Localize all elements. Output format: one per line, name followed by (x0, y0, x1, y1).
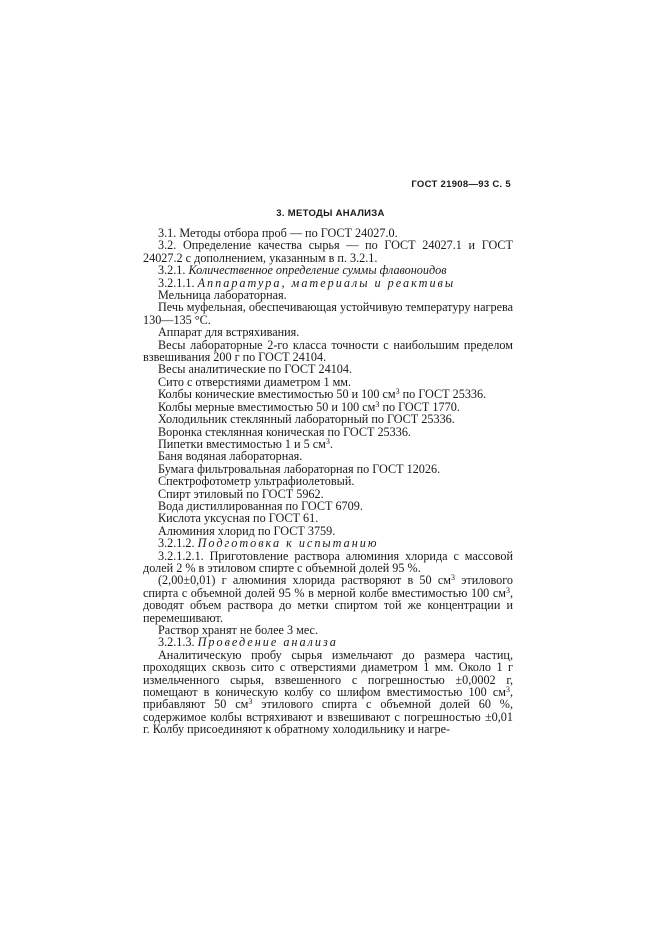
text-run: Колбы конические вместимостью 50 и 100 см (158, 387, 396, 402)
superscript: 3 (375, 399, 380, 409)
clause-title: Подготовка к испытанию (197, 536, 379, 551)
list-item: Спектрофотометр ультрафиолетовый. (158, 474, 355, 489)
list-item: Воронка стеклянная коническая по ГОСТ 25336. (158, 424, 411, 439)
paragraph-3-2-1-2-1: 3.2.1.2.1. Приготовление раствора алюминия хлорида с массовой долей 2 % в этиловом спирте с объемной долей 95 %. (143, 548, 513, 575)
text-run: Пипетки вместимостью 1 и 5 см (158, 436, 326, 451)
paragraph (143, 649, 513, 736)
list-item: Алюминия хлорид по ГОСТ 3759. (158, 523, 336, 538)
list-item: Кислота уксусная по ГОСТ 61. (158, 511, 319, 526)
clause-number: 3.2.1. (158, 263, 186, 278)
text-run: (2,00±0,01) г алюминия хлорида растворяют в 50 см (158, 573, 451, 588)
text-run: этилового спирта с объемной долей 95 % в мерной колбе вместимостью 100 см (143, 573, 513, 600)
list-item: Бумага фильтровальная лабораторная по ГОСТ 12026. (158, 461, 441, 476)
text-run: по ГОСТ 1770. (379, 399, 460, 414)
list-item: Мельница лабораторная. (158, 288, 287, 303)
list-item: Вода дистиллированная по ГОСТ 6709. (158, 498, 363, 513)
list-item: Весы лабораторные 2-го класса точности с наибольшим пределом взвешивания 200 г по ГОСТ 24104. (143, 337, 513, 365)
section-title: 3. МЕТОДЫ АНАЛИЗА (276, 208, 385, 219)
list-item: Спирт этиловый по ГОСТ 5962. (158, 486, 324, 501)
clause-number: 3.2.1.2. (158, 536, 195, 551)
list-item: Баня водяная лабораторная. (158, 449, 303, 464)
body-text (143, 227, 513, 736)
text-run: этилового спирта с объемной долей 60 %, содержимое колбы встряхивают и взвешивают с погрешностью ±0,01 г. Колбу присоединяют к обратному холодильнику и нагре- (143, 697, 514, 737)
superscript: 3 (450, 573, 455, 583)
text-run: , доводят объем раствора до метки спиртом той же концентрации и перемешивают. (143, 585, 513, 625)
superscript: 3 (248, 697, 253, 707)
clause-title: Аппаратура, материалы и реактивы (197, 275, 456, 290)
superscript: 3 (505, 585, 510, 595)
list-item: Сито с отверстиями диаметром 1 мм. (158, 374, 352, 389)
clause-title: Количественное определение суммы флавоноидов (188, 263, 447, 278)
text-run: по ГОСТ 25336. (399, 387, 487, 402)
superscript: 3 (325, 436, 330, 446)
clause-title: Проведение анализа (197, 635, 338, 650)
list-item: Холодильник стеклянный лабораторный по ГОСТ 25336. (158, 412, 455, 427)
text-run: , прибавляют 50 см (143, 685, 513, 712)
heading-3-2-1-2 (143, 537, 513, 549)
paragraph (143, 574, 513, 624)
text-run: Аналитическую пробу сырья измельчают до размера частиц, проходящих сквозь сито с отверстиями диаметром 1 мм. Около 1 г измельченного сырья, взвешенного с погрешностью ±0,0002 г, помещают в коническую колбу со шлифом вместимостью 100 см (143, 647, 513, 700)
text-run: . (329, 436, 333, 451)
text-run: Колбы мерные вместимостью 50 и 100 см (158, 399, 376, 414)
clause-number: 3.2.1.3. (158, 635, 195, 650)
superscript: 3 (395, 387, 400, 397)
clause-number: 3.2.1.1. (158, 275, 195, 290)
superscript: 3 (505, 685, 510, 695)
list-item: Аппарат для встряхивания. (158, 325, 300, 340)
list-item: Весы аналитические по ГОСТ 24104. (158, 362, 353, 377)
list-item: Печь муфельная, обеспечивающая устойчивую температуру нагрева 130—135 °С. (143, 300, 513, 327)
running-header: ГОСТ 21908—93 С. 5 (411, 179, 511, 190)
paragraph-3-2: 3.2. Определение качества сырья — по ГОСТ 24027.1 и ГОСТ 24027.2 с дополнением, указанным в п. 3.2.1. (143, 238, 513, 265)
paragraph-3-1: 3.1. Методы отбора проб — по ГОСТ 24027.0. (158, 226, 398, 240)
paragraph: Раствор хранят не более 3 мес. (158, 623, 319, 637)
